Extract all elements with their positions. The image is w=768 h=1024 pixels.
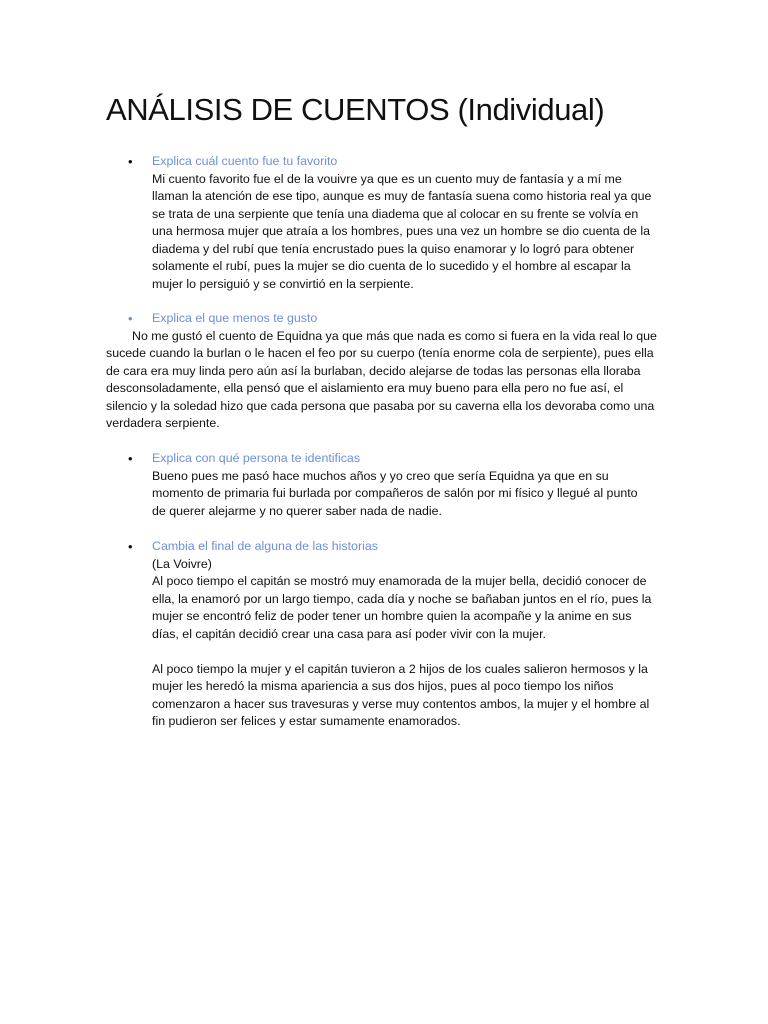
answer-line: desconsoladamente, ella pensó que el aislamiento era muy bueno para ella pero no fue así, el bbox=[106, 381, 624, 395]
section-favorite bbox=[106, 153, 666, 293]
answer-line: diadema y del rubí que tenía encrustado pues la quiso enamorar y lo logró para obtener bbox=[152, 241, 635, 256]
answer-favorite bbox=[106, 171, 666, 294]
answer-least-liked bbox=[106, 328, 662, 433]
answer-line: mujer les heredó la misma apariencia a sus dos hijos, pues al poco tiempo los niños bbox=[152, 679, 614, 693]
question-favorite bbox=[106, 153, 666, 171]
question-identify bbox=[106, 450, 666, 468]
question-text: Explica cuál cuento fue tu favorito bbox=[152, 154, 338, 168]
paragraph-gap bbox=[152, 643, 666, 661]
answer-line: de cara era muy linda pero aún así la burlaban, decido alejarse de todas las personas ella lloraba bbox=[106, 363, 641, 378]
answer-line: sucede cuando la burlan o le hacen el feo por su cuerpo (tenía enorme cola de serpiente), pues ella bbox=[106, 346, 654, 360]
section-change-ending bbox=[106, 538, 666, 731]
answer-line: momento de primaria fui burlada por compañeros de salón por mi físico y llegué al punto bbox=[152, 486, 638, 500]
answer-line: fin pudieron ser felices y estar sumamente enamorados. bbox=[152, 714, 461, 728]
answer-line: Bueno pues me pasó hace muchos años y yo creo que sería Equidna ya que en su bbox=[152, 468, 609, 483]
question-change-ending bbox=[106, 538, 666, 556]
bullet-icon: • bbox=[128, 539, 133, 554]
question-text: Cambia el final de alguna de las historias bbox=[152, 539, 378, 553]
answer-change-ending bbox=[106, 556, 666, 731]
answer-line: No me gustó el cuento de Equidna ya que más que nada es como si fuera en la vida real lo que bbox=[132, 328, 657, 343]
answer-line: se trata de una serpiente que tenía una diadema que al colocar en su frente se volvía en bbox=[152, 206, 639, 221]
answer-line: días, el capitán decidió crear una casa para así poder vivir con la mujer. bbox=[152, 626, 546, 641]
answer-line: Al poco tiempo el capitán se mostró muy enamorada de la mujer bella, decidió conocer de bbox=[152, 574, 647, 588]
story-name: (La Voivre) bbox=[152, 556, 212, 571]
answer-line: solamente el rubí, pues la mujer se dio cuenta de lo sucedido y el hombre al escapar la bbox=[152, 259, 631, 273]
bullet-icon: • bbox=[128, 311, 133, 326]
section-least-liked bbox=[106, 310, 666, 433]
answer-line: comenzaron a hacer sus travesuras y verse muy contentos ambos, la mujer y el hombre al bbox=[152, 696, 650, 711]
bullet-icon: • bbox=[128, 154, 133, 169]
page-title: ANÁLISIS DE CUENTOS (Individual) bbox=[106, 92, 605, 127]
answer-line: Mi cuento favorito fue el de la vouivre ya que es un cuento muy de fantasía y a mí me bbox=[152, 171, 622, 186]
answer-line: verdadera serpiente. bbox=[106, 416, 220, 430]
bullet-icon: • bbox=[128, 451, 133, 466]
answer-line: una hermosa mujer que atraía a los hombres, pues una vez un hombre se dio cuenta de la bbox=[152, 224, 650, 238]
answer-line: mujer lo persiguió y se convirtió en la serpiente. bbox=[152, 276, 414, 291]
answer-line: mujer se encontró feliz de poder tener un hombre quien la acompañe y la anime en sus bbox=[152, 609, 632, 623]
answer-identify bbox=[106, 468, 666, 521]
question-text: Explica el que menos te gusto bbox=[152, 311, 318, 325]
section-identify bbox=[106, 450, 666, 520]
answer-line: llaman la atención de ese tipo, aunque es muy de fantasía suena como historia real ya que bbox=[152, 189, 652, 203]
answer-line: ella, la enamoró por un largo tiempo, cada día y noche se bañaban juntos en el río, pues la bbox=[152, 591, 652, 606]
answer-line: Al poco tiempo la mujer y el capitán tuvieron a 2 hijos de los cuales salieron hermosos y la bbox=[152, 661, 648, 676]
answer-line: de querer alejarme y no querer saber nada de nadie. bbox=[152, 503, 442, 518]
question-text: Explica con qué persona te identificas bbox=[152, 451, 361, 465]
answer-line: silencio y la soledad hizo que cada persona que pasaba por su caverna ella los devoraba como una bbox=[106, 398, 655, 413]
question-least-liked bbox=[106, 310, 666, 328]
